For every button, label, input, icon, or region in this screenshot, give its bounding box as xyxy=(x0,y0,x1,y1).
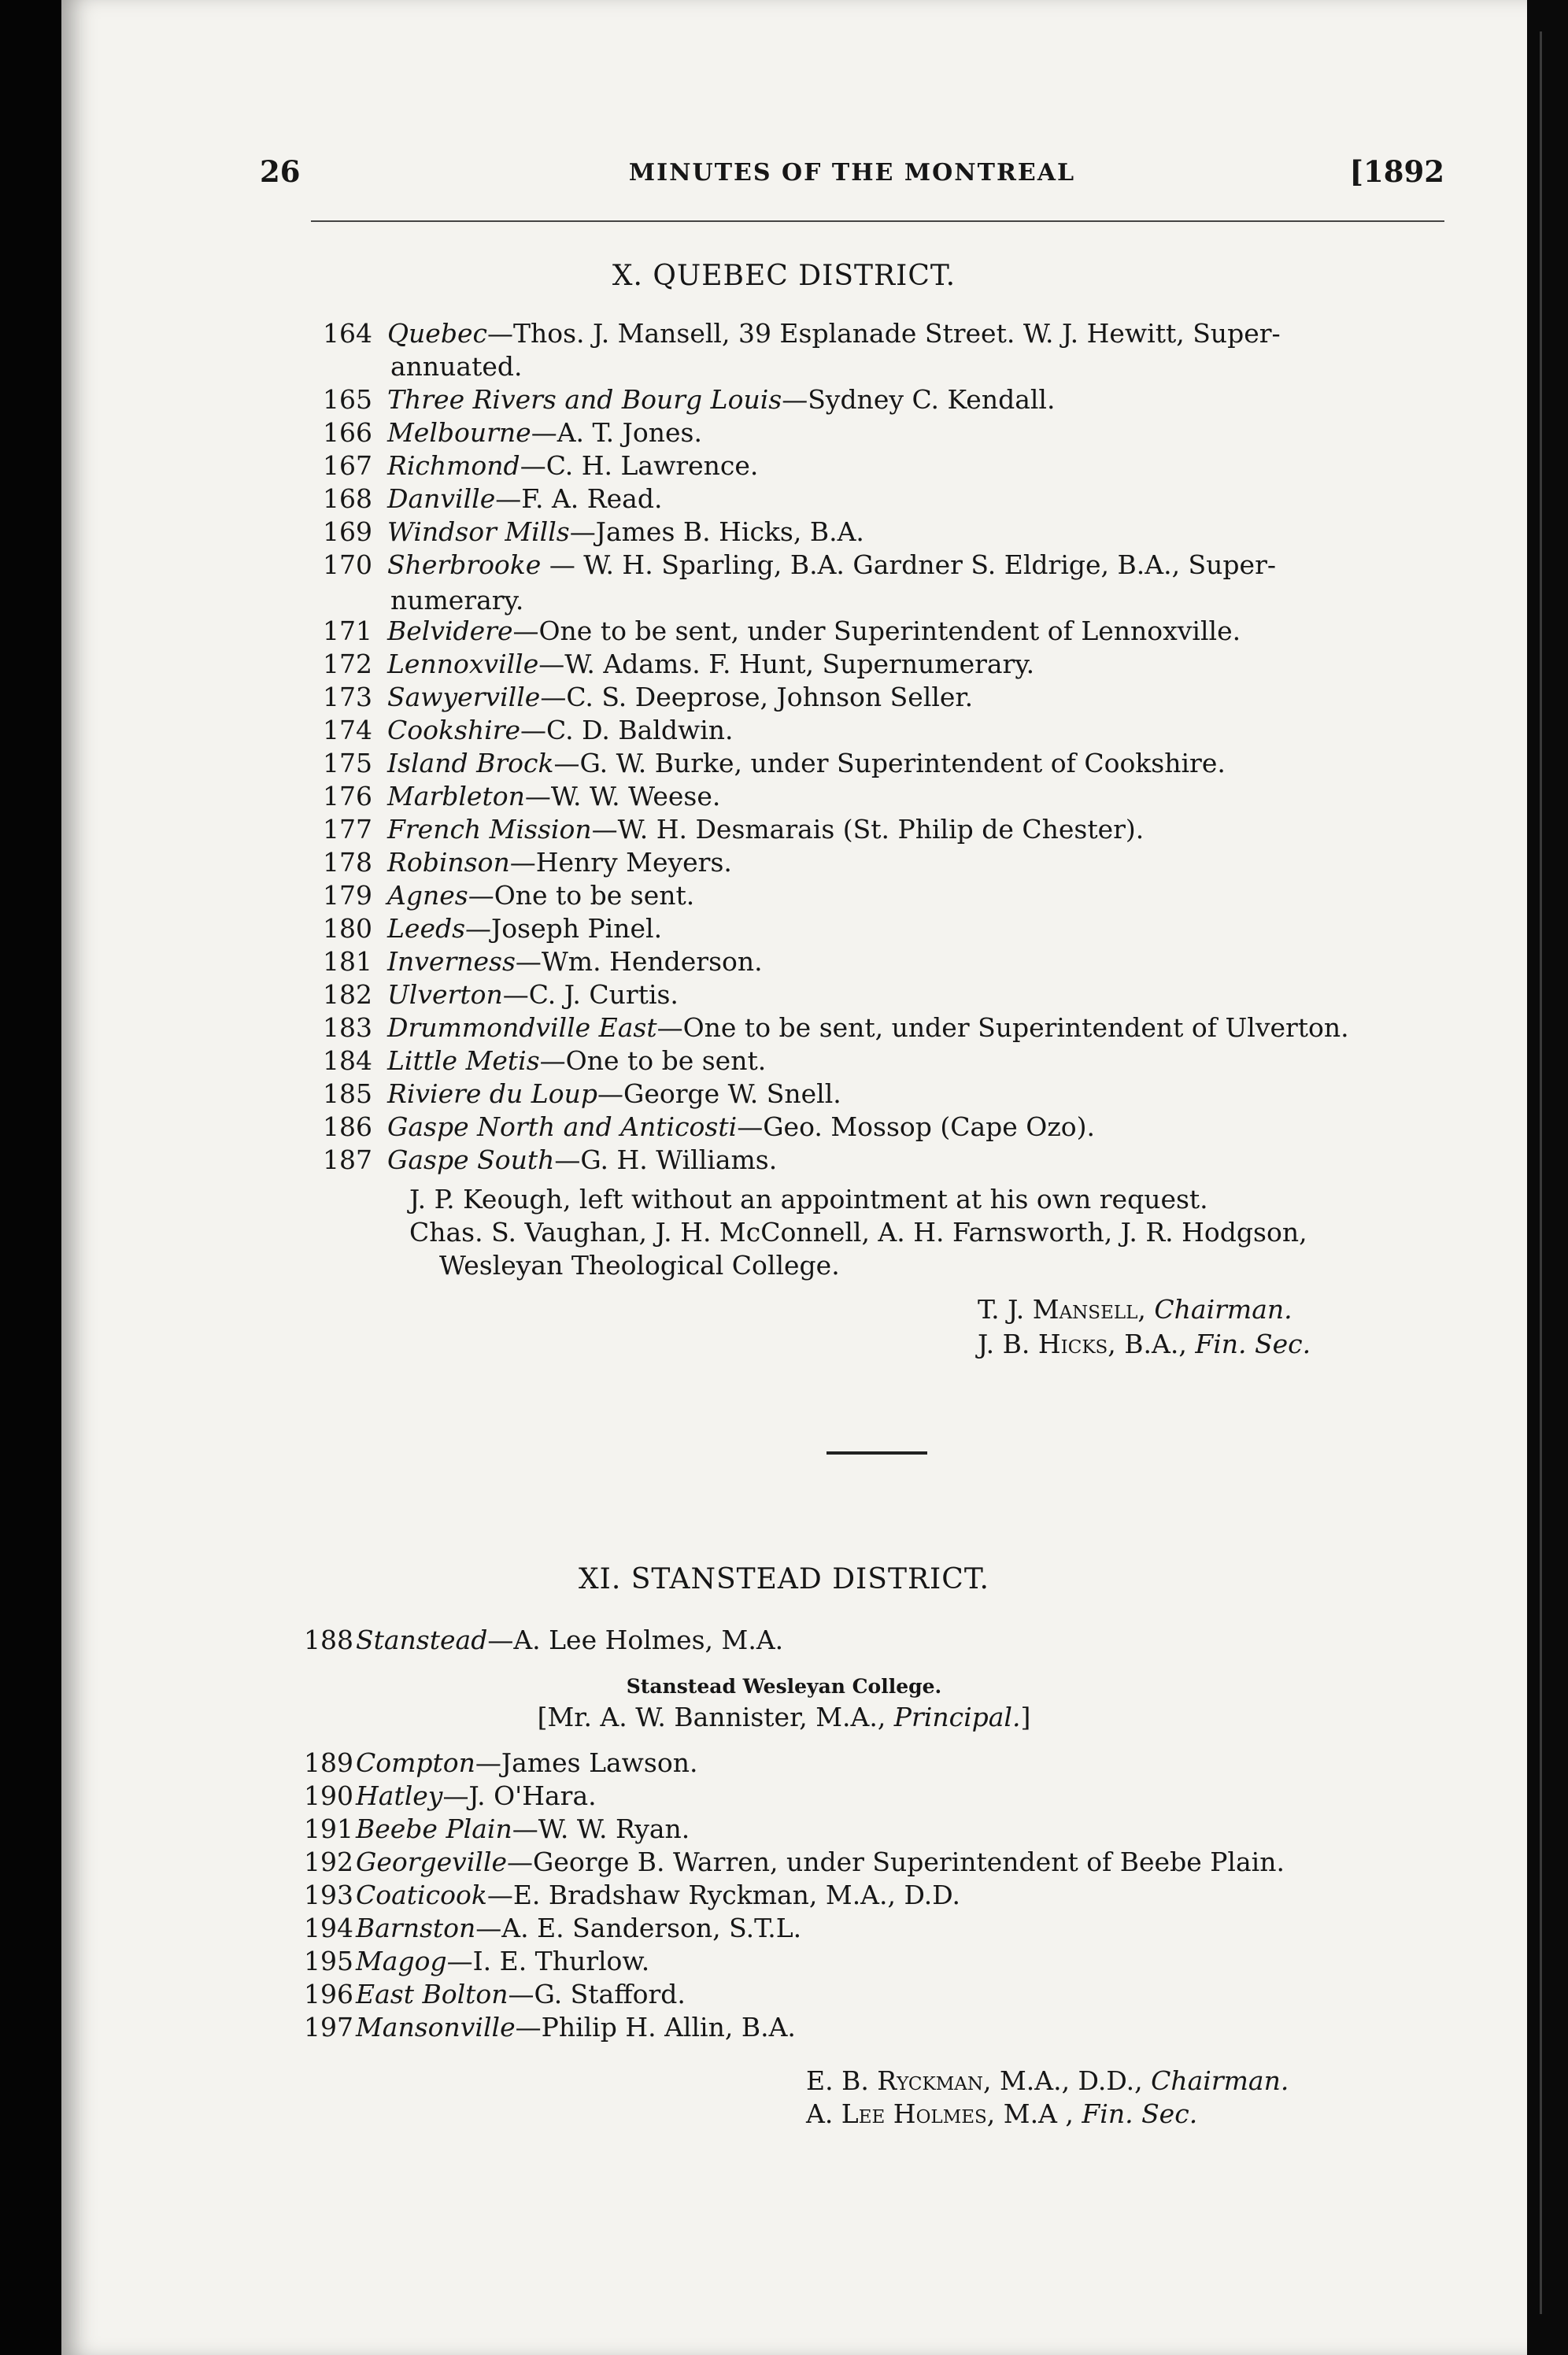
station-number: 187 xyxy=(323,1144,372,1175)
running-header xyxy=(260,154,1444,201)
station-number: 190 xyxy=(304,1780,353,1811)
station-entry-178 xyxy=(323,847,732,878)
station-number: 182 xyxy=(323,979,372,1010)
station-appointment: —C. J. Curtis. xyxy=(502,979,679,1010)
station-number: 196 xyxy=(304,1979,353,2009)
station-place: Stanstead xyxy=(356,1625,488,1655)
station-number: 171 xyxy=(323,616,372,646)
station-place: Barnston xyxy=(356,1913,476,1943)
station-number: 167 xyxy=(323,450,372,481)
fin-sec-role: Fin. Sec. xyxy=(1082,2098,1198,2129)
station-appointment: —G. H. Williams. xyxy=(554,1144,778,1175)
station-entry-167 xyxy=(323,450,758,482)
station-place: Island Brock xyxy=(387,748,554,778)
station-place: Sawyerville xyxy=(387,682,541,712)
fin-sec-signature-xi xyxy=(806,2098,1197,2129)
section-divider xyxy=(827,1451,927,1455)
station-entry-174 xyxy=(323,715,734,746)
district-heading-quebec: X. QUEBEC DISTRICT. xyxy=(612,260,956,292)
station-place: Sherbrooke xyxy=(387,549,542,580)
station-appointment: —One to be sent, under Superintendent of Ulverton. xyxy=(656,1012,1349,1043)
station-appointment: —Sydney C. Kendall. xyxy=(782,384,1056,415)
station-number: 165 xyxy=(323,384,372,415)
station-entry-182 xyxy=(323,979,679,1011)
college-heading: Stanstead Wesleyan College. xyxy=(626,1675,942,1698)
station-appointment: —W. W. Weese. xyxy=(524,781,721,811)
station-place: Cookshire xyxy=(387,715,521,745)
station-entry-164 xyxy=(323,318,1281,349)
station-entry-193 xyxy=(304,1880,960,1911)
station-number: 174 xyxy=(323,715,372,745)
station-entry-168 xyxy=(323,483,662,515)
station-appointment: —W. H. Desmarais (St. Philip de Chester). xyxy=(591,814,1145,845)
station-number: 183 xyxy=(323,1012,372,1043)
station-appointment: —A. Lee Holmes, M.A. xyxy=(487,1625,784,1655)
station-place: East Bolton xyxy=(356,1979,508,2009)
station-number: 176 xyxy=(323,781,372,811)
station-place: Marbleton xyxy=(387,781,525,811)
chairman-name: T. J. Mansell, xyxy=(978,1294,1146,1325)
station-place: Riviere du Loup xyxy=(387,1078,597,1109)
fin-sec-degree: M.A , xyxy=(995,2098,1074,2129)
station-entry-190 xyxy=(304,1780,597,1812)
station-appointment: —C. D. Baldwin. xyxy=(520,715,734,745)
station-appointment: —W. W. Ryan. xyxy=(512,1813,690,1844)
station-entry-170 xyxy=(323,549,1276,581)
station-number: 170 xyxy=(323,549,372,580)
station-entry-194 xyxy=(304,1913,801,1944)
station-appointment: —One to be sent, under Superintendent of Lennoxville. xyxy=(512,616,1241,646)
station-entry-173 xyxy=(323,682,973,713)
station-number: 195 xyxy=(304,1946,353,1976)
station-entry-186 xyxy=(323,1111,1095,1143)
station-appointment: —One to be sent. xyxy=(539,1045,767,1076)
station-appointment: —Geo. Mossop (Cape Ozo). xyxy=(737,1111,1095,1142)
station-entry-171 xyxy=(323,616,1241,647)
station-number: 193 xyxy=(304,1880,353,1910)
station-place: Little Metis xyxy=(387,1045,540,1076)
station-number: 173 xyxy=(323,682,372,712)
header-rule xyxy=(311,220,1444,222)
station-number: 164 xyxy=(323,318,372,349)
station-appointment: —James Lawson. xyxy=(475,1747,698,1778)
station-place: Magog xyxy=(356,1946,447,1976)
station-appointment: —G. Stafford. xyxy=(508,1979,686,2009)
station-place: Inverness xyxy=(387,946,516,977)
station-place: Belvidere xyxy=(387,616,513,646)
station-appointment: —G. W. Burke, under Superintendent of Cookshire. xyxy=(553,748,1226,778)
station-place: Agnes xyxy=(387,880,468,911)
station-entry-187 xyxy=(323,1144,777,1176)
scan-border-right xyxy=(1527,0,1568,2355)
station-appointment: — W. H. Sparling, B.A. Gardner S. Eldrige, B.A., Super- xyxy=(541,549,1276,580)
station-appointment: —E. Bradshaw Ryckman, M.A., D.D. xyxy=(486,1880,961,1910)
station-place: Mansonville xyxy=(356,2012,516,2043)
station-entry-192 xyxy=(304,1847,1285,1878)
station-entry-177 xyxy=(323,814,1144,845)
station-place: French Mission xyxy=(387,814,592,845)
station-place: Hatley xyxy=(356,1780,443,1811)
station-appointment: —W. Adams. F. Hunt, Supernumerary. xyxy=(538,649,1035,679)
station-entry-189 xyxy=(304,1747,697,1779)
station-number: 189 xyxy=(304,1747,353,1778)
station-entry-179 xyxy=(323,880,694,911)
running-title: MINUTES OF THE MONTREAL xyxy=(628,159,1076,187)
station-number: 175 xyxy=(323,748,372,778)
station-entry-176 xyxy=(323,781,720,812)
station-number: 168 xyxy=(323,483,372,514)
station-appointment: —C. S. Deeprose, Johnson Seller. xyxy=(540,682,974,712)
principal-name: [Mr. A. W. Bannister, M.A., xyxy=(537,1702,894,1732)
station-entry-165 xyxy=(323,384,1055,416)
station-number: 177 xyxy=(323,814,372,845)
station-appointment: —George B. Warren, under Superintendent of Beebe Plain. xyxy=(507,1847,1285,1877)
continuation-164: annuated. xyxy=(390,351,523,382)
station-entry-172 xyxy=(323,649,1034,680)
station-entry-169 xyxy=(323,516,864,548)
station-entry-188 xyxy=(304,1625,783,1656)
station-number: 192 xyxy=(304,1847,353,1877)
fin-sec-name: J. B. Hicks, xyxy=(978,1329,1116,1359)
station-number: 188 xyxy=(304,1625,353,1655)
note-theological-college: Chas. S. Vaughan, J. H. McConnell, A. H. Farnsworth, J. R. Hodgson, xyxy=(409,1217,1307,1248)
station-number: 197 xyxy=(304,2012,353,2043)
station-appointment: —J. O'Hara. xyxy=(442,1780,597,1811)
chairman-signature-x xyxy=(978,1294,1292,1325)
scan-border-left xyxy=(0,0,61,2355)
chairman-signature-xi xyxy=(806,2065,1289,2096)
page-number: 26 xyxy=(260,154,301,189)
station-number: 185 xyxy=(323,1078,372,1109)
station-appointment: —Joseph Pinel. xyxy=(465,913,663,944)
station-entry-191 xyxy=(304,1813,690,1845)
station-number: 191 xyxy=(304,1813,353,1844)
station-appointment: —C. H. Lawrence. xyxy=(520,450,759,481)
station-appointment: —I. E. Thurlow. xyxy=(446,1946,650,1976)
station-number: 180 xyxy=(323,913,372,944)
station-number: 179 xyxy=(323,880,372,911)
station-place: Gaspe North and Anticosti xyxy=(387,1111,738,1142)
station-place: Melbourne xyxy=(387,417,531,448)
chairman-degree: M.A., D.D., xyxy=(991,2065,1143,2096)
note-theological-college-line2: Wesleyan Theological College. xyxy=(439,1250,840,1281)
station-appointment: —F. A. Read. xyxy=(495,483,663,514)
station-place: Richmond xyxy=(387,450,520,481)
station-place: Robinson xyxy=(387,847,510,878)
station-place: Compton xyxy=(356,1747,475,1778)
station-entry-185 xyxy=(323,1078,841,1110)
fin-sec-name: A. Lee Holmes, xyxy=(806,2098,996,2129)
facing-page-edge xyxy=(1540,31,1542,2314)
station-number: 178 xyxy=(323,847,372,878)
station-entry-184 xyxy=(323,1045,766,1077)
station-place: Coaticook xyxy=(356,1880,487,1910)
principal-role: Principal. xyxy=(893,1702,1021,1732)
station-appointment: —One to be sent. xyxy=(468,880,695,911)
district-heading-stanstead: XI. STANSTEAD DISTRICT. xyxy=(579,1563,989,1595)
station-place: Ulverton xyxy=(387,979,503,1010)
chairman-role: Chairman. xyxy=(1151,2065,1289,2096)
station-number: 166 xyxy=(323,417,372,448)
station-place: Drummondville East xyxy=(387,1012,657,1043)
station-appointment: —James B. Hicks, B.A. xyxy=(569,516,864,547)
station-entry-195 xyxy=(304,1946,649,1977)
station-number: 194 xyxy=(304,1913,353,1943)
chairman-name: E. B. Ryckman, xyxy=(806,2065,992,2096)
station-entry-183 xyxy=(323,1012,1349,1044)
station-place: Lennoxville xyxy=(387,649,539,679)
book-page xyxy=(61,0,1527,2355)
station-appointment: —Thos. J. Mansell, 39 Esplanade Street. W. J. Hewitt, Super- xyxy=(486,318,1281,349)
station-entry-175 xyxy=(323,748,1226,779)
station-place: Three Rivers and Bourg Louis xyxy=(387,384,782,415)
principal-close: ] xyxy=(1020,1702,1031,1732)
station-number: 186 xyxy=(323,1111,372,1142)
station-place: Windsor Mills xyxy=(387,516,570,547)
station-entry-197 xyxy=(304,2012,796,2043)
fin-sec-signature-x xyxy=(978,1329,1311,1359)
station-number: 184 xyxy=(323,1045,372,1076)
station-place: Leeds xyxy=(387,913,466,944)
station-appointment: —A. T. Jones. xyxy=(531,417,702,448)
station-appointment: —Philip H. Allin, B.A. xyxy=(515,2012,796,2043)
college-principal xyxy=(0,1702,1568,1732)
station-number: 181 xyxy=(323,946,372,977)
station-appointment: —Henry Meyers. xyxy=(509,847,732,878)
station-appointment: —Wm. Henderson. xyxy=(515,946,763,977)
station-entry-180 xyxy=(323,913,662,945)
station-place: Georgeville xyxy=(356,1847,508,1877)
station-appointment: —A. E. Sanderson, S.T.L. xyxy=(475,1913,802,1943)
station-entry-166 xyxy=(323,417,702,449)
station-entry-181 xyxy=(323,946,763,978)
note-keough: J. P. Keough, left without an appointment at his own request. xyxy=(409,1184,1208,1214)
station-entry-196 xyxy=(304,1979,686,2010)
station-place: Beebe Plain xyxy=(356,1813,512,1844)
fin-sec-role: Fin. Sec. xyxy=(1195,1329,1311,1359)
station-number: 169 xyxy=(323,516,372,547)
chairman-role: Chairman. xyxy=(1154,1294,1292,1325)
fin-sec-degree: B.A., xyxy=(1115,1329,1187,1359)
station-place: Quebec xyxy=(387,318,487,349)
station-place: Danville xyxy=(387,483,496,514)
station-appointment: —George W. Snell. xyxy=(597,1078,841,1109)
station-number: 172 xyxy=(323,649,372,679)
station-place: Gaspe South xyxy=(387,1144,555,1175)
header-year: [1892 xyxy=(1349,154,1444,189)
continuation-170: numerary. xyxy=(390,585,524,616)
